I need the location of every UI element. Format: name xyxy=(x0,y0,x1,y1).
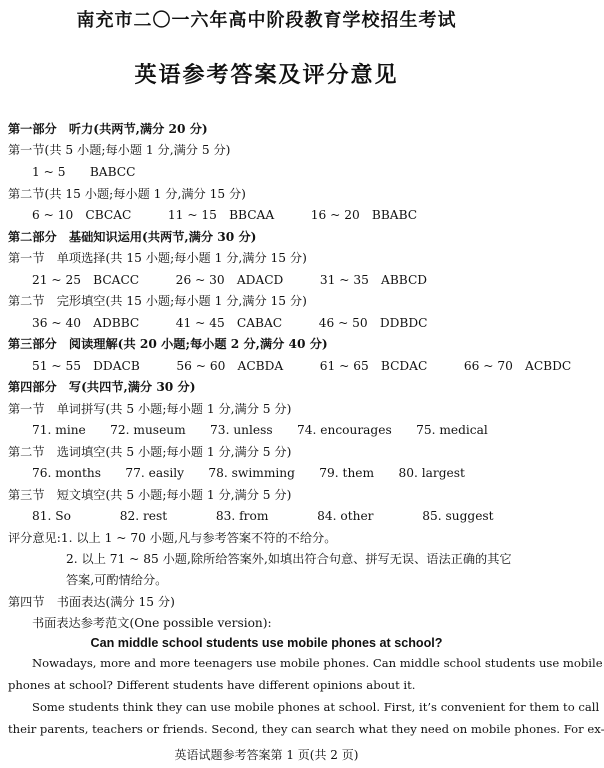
grading-note: 评分意见:1. 以上 1 ~ 70 小题,凡与参考答案不符的不给分。 xyxy=(8,531,337,545)
subsection-heading: 第二节 选词填空(共 5 小题;每小题 1 分,满分 5 分) xyxy=(8,445,292,459)
section-heading: 第二部分 基础知识运用(共两节,满分 30 分) xyxy=(8,230,257,244)
answer-line: 36 ~ 40 ADBBC 41 ~ 45 CABAC 46 ~ 50 DDBDC xyxy=(32,316,428,330)
essay-paragraph-line: Some students think they can use mobile phones at school. First, it’s convenient for them to call xyxy=(32,700,600,714)
answer-line: 1 ~ 5 BABCC xyxy=(32,165,136,179)
answer-line: 6 ~ 10 CBCAC 11 ~ 15 BBCAA 16 ~ 20 BBABC xyxy=(32,208,418,222)
essay-paragraph-line: phones at school? Different students have different opinions about it. xyxy=(8,678,416,692)
subsection-heading: 第二节(共 15 小题;每小题 1 分,满分 15 分) xyxy=(8,187,246,201)
grading-note: 答案,可酌情给分。 xyxy=(66,573,168,587)
essay-paragraph-line: their parents, teachers or friends. Second, they can search what they need on mobile phones. For ex- xyxy=(8,722,604,736)
subsection-heading: 第一节(共 5 小题;每小题 1 分,满分 5 分) xyxy=(8,143,231,157)
exam-title: 南充市二〇一六年高中阶段教育学校招生考试 xyxy=(76,10,457,31)
subsection-heading: 第一节 单词拼写(共 5 小题;每小题 1 分,满分 5 分) xyxy=(8,402,292,416)
section-heading: 第四部分 写(共四节,满分 30 分) xyxy=(8,380,196,394)
answer-line: 81. So 82. rest 83. from 84. other 85. suggest xyxy=(32,509,494,523)
answer-line: 21 ~ 25 BCACC 26 ~ 30 ADACD 31 ~ 35 ABBCD xyxy=(32,273,428,287)
subsection-heading: 第二节 完形填空(共 15 小题;每小题 1 分,满分 15 分) xyxy=(8,294,307,308)
subsection-heading: 第三节 短文填空(共 5 小题;每小题 1 分,满分 5 分) xyxy=(8,488,292,502)
essay-intro: 书面表达参考范文(One possible version): xyxy=(32,616,272,630)
essay-paragraph-line: Nowadays, more and more teenagers use mobile phones. Can middle school students use mobile xyxy=(32,656,603,670)
section-heading: 第三部分 阅读理解(共 20 小题;每小题 2 分,满分 40 分) xyxy=(8,337,328,351)
grading-note: 2. 以上 71 ~ 85 小题,除所给答案外,如填出符合句意、拼写无误、语法正确的其它 xyxy=(66,552,512,566)
answer-line: 51 ~ 55 DDACB 56 ~ 60 ACBDA 61 ~ 65 BCDAC 66 ~ 70 ACBDC xyxy=(32,359,572,373)
section-heading: 第一部分 听力(共两节,满分 20 分) xyxy=(8,122,208,136)
subsection-heading: 第四节 书面表达(满分 15 分) xyxy=(8,595,175,609)
answer-line: 71. mine 72. museum 73. unless 74. encourages 75. medical xyxy=(32,423,488,437)
page-footer: 英语试题参考答案第 1 页(共 2 页) xyxy=(174,748,359,762)
document-subtitle: 英语参考答案及评分意见 xyxy=(134,62,399,88)
essay-title: Can middle school students use mobile phones at school? xyxy=(90,636,443,650)
answer-line: 76. months 77. easily 78. swimming 79. them 80. largest xyxy=(32,466,465,480)
subsection-heading: 第一节 单项选择(共 15 小题;每小题 1 分,满分 15 分) xyxy=(8,251,307,265)
